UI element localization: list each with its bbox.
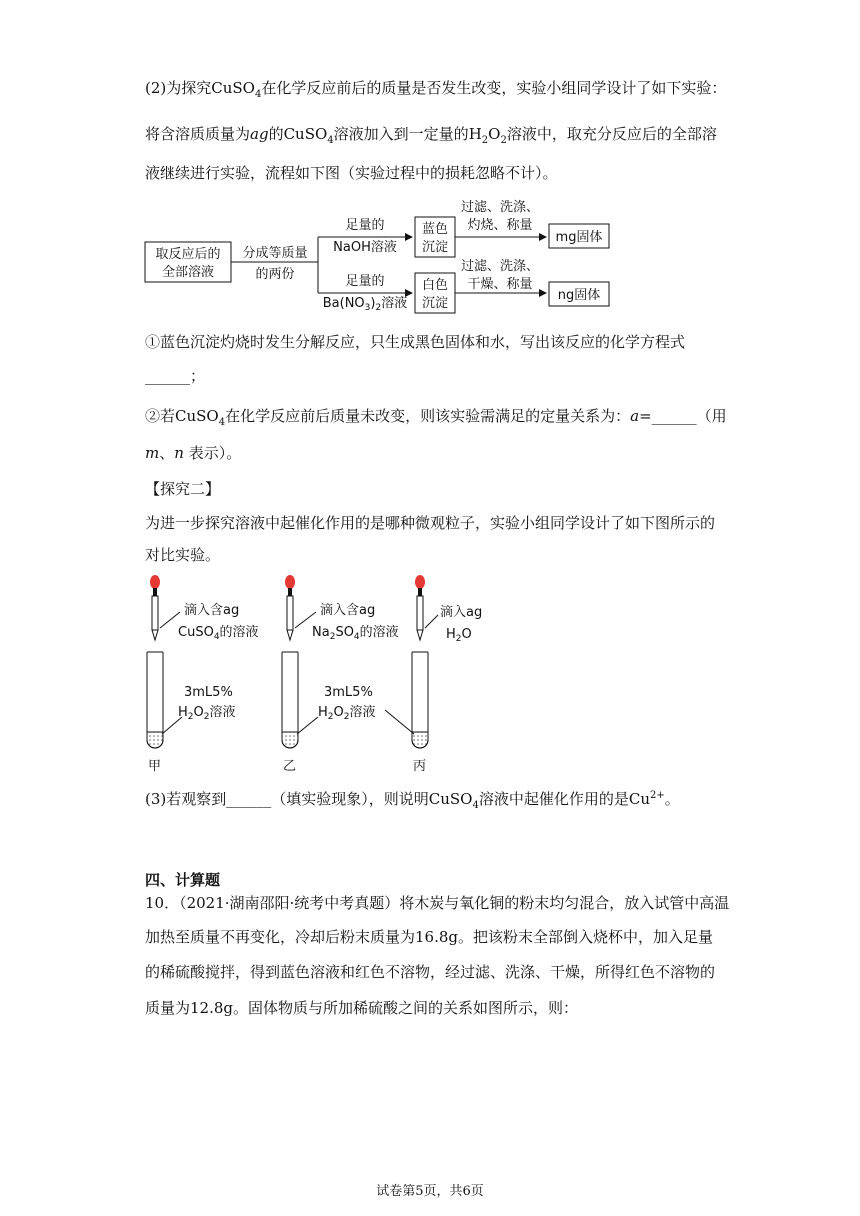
tube-label: 丙	[413, 759, 427, 774]
svg-text:3mL5%: 3mL5%	[324, 685, 373, 700]
svg-text:H2O2溶液: $H_2O_2$溶液	[318, 705, 376, 722]
dropper-bulb	[285, 575, 295, 589]
split-text: 分成等质量	[242, 246, 308, 261]
q2-line-1: (2)为探究CuSO$_4$在化学反应前后的质量是否发生改变，实验小组同学设计了如下实验：	[145, 79, 727, 100]
svg-text:3mL5%: 3mL5%	[184, 685, 233, 700]
q10-line-3: 的稀硫酸搅拌，得到蓝色溶液和红色不溶物，经过滤、洗涤、干燥，所得红色不溶物的	[145, 963, 716, 981]
svg-text:滴入ag: 滴入ag	[440, 605, 483, 620]
split-text: 的两份	[255, 267, 295, 282]
page-footer: 试卷第5页，共6页	[376, 1184, 484, 1199]
explore2-title: 【探究二】	[145, 480, 221, 498]
section-title: 四、计算题	[145, 871, 221, 889]
tube-yi	[282, 575, 399, 774]
bottom-ops: 干燥、称量	[467, 277, 533, 292]
q3-line: (3)若观察到______（填实验现象），则说明CuSO$_4$溶液中起催化作用的是$Cu^{2+}$。	[145, 790, 680, 811]
svg-text:ng固体: ng固体	[557, 288, 601, 303]
svg-text:mg固体: mg固体	[555, 230, 603, 245]
formula-cuso4: CuSO$_4$	[283, 125, 334, 146]
svg-text:沉淀: 沉淀	[421, 296, 449, 311]
svg-text:蓝色: 蓝色	[421, 222, 449, 237]
bottom-ops: 过滤、洗涤、	[460, 259, 540, 274]
q2-line-2: 将含溶质质量为ag的CuSO$_4$溶液加入到一定量的$H_2O_2$溶液中，取充分反应后的全部溶	[145, 125, 717, 146]
top-ops: 灼烧、称量	[467, 218, 533, 233]
start-text: 全部溶液	[161, 265, 215, 280]
svg-text:H2O2溶液: $H_2O_2$溶液	[178, 705, 236, 722]
tube-jia	[147, 575, 259, 774]
q10-line-1: 10．（2021·湖南邵阳·统考中考真题）将木炭与氧化铜的粉末均匀混合，放入试管中高温	[145, 894, 730, 912]
q2-sub2-line2: m、n 表示）。	[145, 444, 242, 462]
bottom-reagent: $Ba(NO_3)_2$溶液	[322, 296, 408, 313]
tube-label: 甲	[148, 759, 162, 774]
top-reagent: NaOH溶液	[333, 240, 397, 255]
test-tube-diagram	[140, 570, 500, 780]
bottom-reagent: 足量的	[345, 274, 385, 289]
top-ops: 过滤、洗涤、	[460, 200, 540, 215]
formula-cuso4: CuSO$_4$	[175, 407, 226, 428]
q10-line-2: 加热至质量不再变化，冷却后粉末质量为16.8g。把该粉末全部倒入烧杯中，加入足量	[145, 928, 714, 946]
explore2-line1: 为进一步探究溶液中起催化作用的是哪种微观粒子，实验小组同学设计了如下图所示的	[145, 514, 716, 532]
tube-label: 乙	[283, 759, 297, 774]
top-reagent: 足量的	[345, 218, 385, 233]
q2-sub2-line1: ②若CuSO$_4$在化学反应前后质量未改变，则该实验需满足的定量关系为：a=______（用	[145, 407, 727, 428]
formula-cuso4: CuSO$_4$	[428, 790, 479, 811]
flow-diagram	[140, 195, 620, 315]
q2-sub1: ①蓝色沉淀灼烧时发生分解反应，只生成黑色固体和水，写出该反应的化学方程式	[145, 333, 686, 351]
svg-text:H2O: $H_2O$	[446, 627, 472, 644]
dropper-bulb	[415, 575, 425, 589]
formula-cuso4: CuSO$_4$	[211, 79, 262, 100]
svg-text:滴入含ag: 滴入含ag	[184, 603, 240, 618]
formula-h2o2: $H_2O_2$	[468, 125, 507, 146]
tube-bing	[385, 575, 482, 774]
svg-text:沉淀: 沉淀	[421, 240, 449, 255]
q2-sub1-blank: ______；	[145, 367, 206, 385]
q10-line-4: 质量为12.8g。固体物质与所加稀硫酸之间的关系如图所示，则：	[145, 999, 579, 1017]
explore2-line2: 对比实验。	[145, 546, 221, 564]
svg-text:白色: 白色	[421, 278, 449, 293]
svg-text:CuSO4的溶液: CuSO$_4$的溶液	[178, 625, 259, 642]
cu-ion: $Cu^{2+}$	[628, 790, 665, 808]
q2-line-3: 液继续进行实验，流程如下图（实验过程中的损耗忽略不计）。	[145, 164, 558, 182]
svg-text:滴入含ag: 滴入含ag	[320, 603, 376, 618]
dropper-bulb	[150, 575, 160, 589]
svg-text:Na2SO4的溶液: $Na_2SO_4$的溶液	[312, 625, 399, 642]
start-text: 取反应后的	[155, 247, 221, 262]
